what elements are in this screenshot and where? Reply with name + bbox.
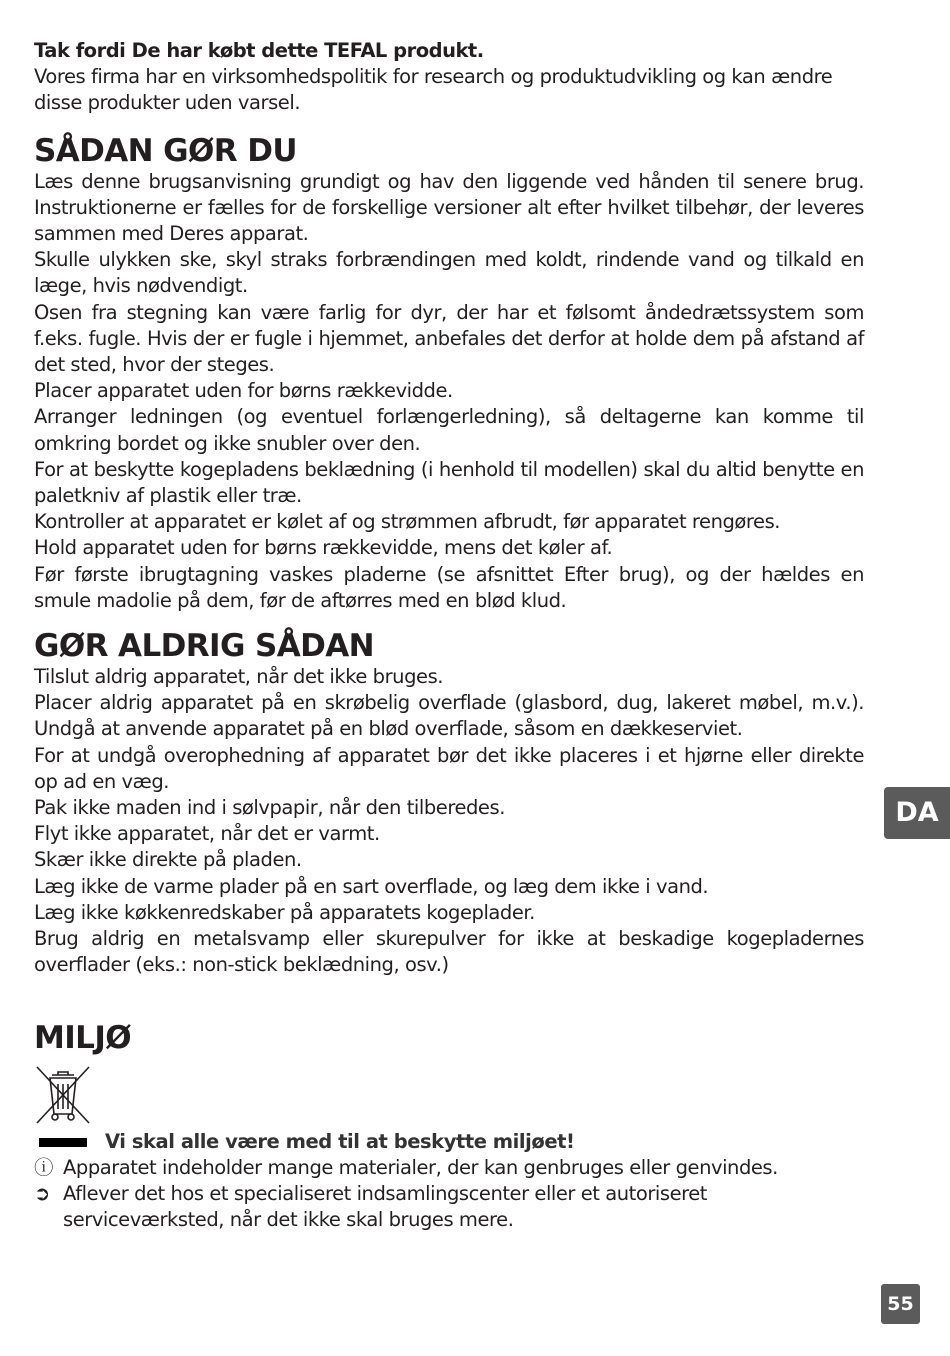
environment-title-row [34, 1131, 864, 1155]
intro-title: Tak fordi De har købt dette TEFAL produkt. [34, 39, 484, 62]
paragraph: For at beskytte kogepladens beklædning (i henhold til modellen) skal du altid benytte en paletkniv af plastik eller træ. [34, 457, 864, 508]
list-item-text: Aflever det hos et specialiseret indsamlingscenter eller et autoriseret serviceværksted, når det ikke skal bruges mere. [63, 1181, 707, 1231]
info-icon: ⓘ [34, 1155, 54, 1179]
language-tab: DA [884, 787, 950, 839]
black-bar [39, 1138, 87, 1147]
paragraph: Osen fra stegning kan være farlig for dyr, der har et følsomt åndedrætssystem som f.eks. fugle. Hvis der er fugle i hjemmet, anbefales det derfor at holde dem på afstand af det sted, hvor der steges. [34, 300, 864, 377]
crossed-out-wheelie-bin-icon [34, 1064, 92, 1126]
arrow-icon: ➲ [34, 1181, 50, 1205]
list-item [34, 1181, 864, 1233]
paragraph: Flyt ikke apparatet, når det er varmt. [34, 822, 380, 846]
section-heading-miljo: MILJØ [34, 1019, 132, 1056]
paragraph: Arranger ledningen (og eventuel forlængerledning), så deltagerne kan komme til omkring bordet og ikke snubler over den. [34, 405, 864, 455]
paragraph: Kontroller at apparatet er kølet af og strømmen afbrudt, før apparatet rengøres. [34, 510, 781, 534]
environment-title: Vi skal alle være med til at beskytte miljøet! [105, 1130, 575, 1154]
list-item [34, 1155, 864, 1181]
paragraph: For at undgå overophedning af apparatet bør det ikke placeres i et hjørne eller direkte op ad en væg. [34, 743, 864, 793]
paragraph: Læs denne brugsanvisning grundigt og hav den liggende ved hånden til senere brug. Instruktionerne er fælles for de forskellige versioner alt efter hvilket tilbehør, der leveres sammen med Deres apparat. [34, 169, 864, 246]
section-heading-gor-aldrig-sadan: GØR ALDRIG SÅDAN [34, 628, 374, 665]
paragraph: Skær ikke direkte på pladen. [34, 848, 302, 872]
paragraph: Hold apparatet uden for børns rækkevidde, mens det køler af. [34, 536, 613, 560]
section-heading-sadan-gor-du: SÅDAN GØR DU [34, 132, 297, 169]
paragraph: Placer apparatet uden for børns rækkevidde. [34, 379, 453, 403]
paragraph: Skulle ulykken ske, skyl straks forbrændingen med koldt, rindende vand og tilkald en læge, hvis nødvendigt. [34, 248, 864, 298]
document-body [34, 38, 864, 1233]
list-item-text: Apparatet indeholder mange materialer, der kan genbruges eller genvindes. [63, 1155, 778, 1179]
paragraph: Brug aldrig en metalsvamp eller skurepulver for ikke at beskadige kogepladernes overflader (eks.: non-stick beklædning, osv.) [34, 927, 864, 977]
paragraph: Pak ikke maden ind i sølvpapir, når den tilberedes. [34, 796, 505, 820]
paragraph: Læg ikke de varme plader på en sart overflade, og læg dem ikke i vand. [34, 874, 709, 898]
paragraph: Placer aldrig apparatet på en skrøbelig overflade (glasbord, dug, lakeret møbel, m.v.). Undgå at anvende apparatet på en blød overflade, såsom en dækkeserviet. [34, 691, 864, 741]
page-number: 55 [881, 1284, 920, 1324]
intro-text: Vores firma har en virksomhedspolitik for research og produktudvikling og kan ændre disse produkter uden varsel. [34, 65, 833, 115]
paragraph: Læg ikke køkkenredskaber på apparatets kogeplader. [34, 900, 535, 924]
paragraph: Tilslut aldrig apparatet, når det ikke bruges. [34, 665, 444, 689]
paragraph: Før første ibrugtagning vaskes pladerne (se afsnittet Efter brug), og der hældes en smule madolie på dem, før de aftørres med en blød klud. [34, 562, 864, 612]
section-sadan-gor-du [34, 169, 864, 614]
section-gor-aldrig-sadan [34, 664, 864, 978]
